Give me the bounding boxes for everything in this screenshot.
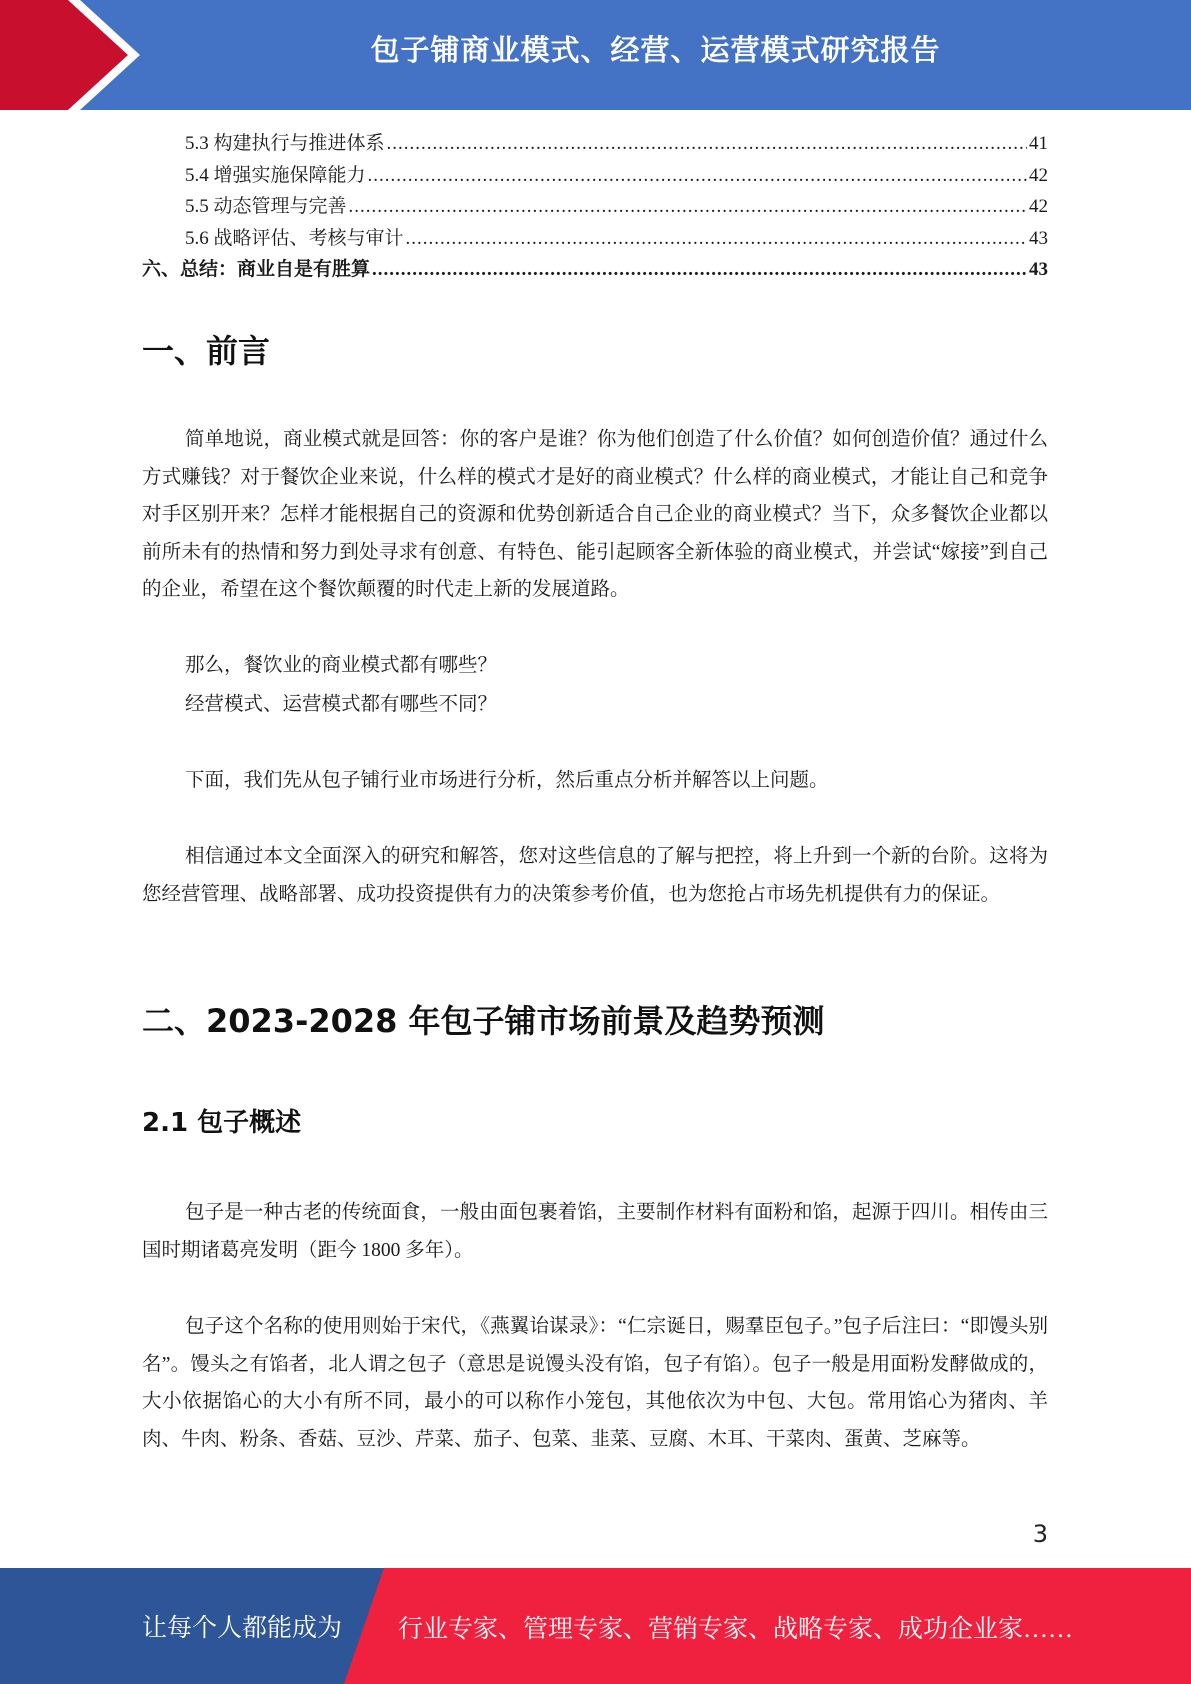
toc-leader-dots [349, 196, 1027, 218]
toc-entry[interactable] [142, 223, 1048, 255]
toc-leader-dots [372, 259, 1027, 281]
toc-leader-dots [387, 133, 1027, 155]
toc-entry-label: 5.6 战略评估、考核与审计 [185, 227, 404, 249]
toc-entry-label: 5.3 构建执行与推进体系 [185, 133, 385, 154]
footer-slogan-left: 让每个人都能成为 [142, 1615, 343, 1642]
section-heading-preface: 一、前言 [142, 332, 271, 370]
toc-leader-dots [368, 165, 1027, 187]
table-of-contents [142, 128, 1048, 286]
toc-entry-page: 43 [1029, 259, 1048, 280]
paragraph: 下面，我们先从包子铺行业市场进行分析，然后重点分析并解答以上问题。 [185, 770, 829, 791]
toc-entry-page: 41 [1029, 133, 1048, 154]
toc-entry-label: 5.4 增强实施保障能力 [185, 164, 366, 186]
footer-slogan-right: 行业专家、管理专家、营销专家、战略专家、成功企业家…… [398, 1616, 1074, 1643]
paragraph: 包子是一种古老的传统面食，一般由面包裹着馅，主要制作材料有面粉和馅，起源于四川。相传由三国时期诸葛亮发明（距今 1800 多年）。 [142, 1202, 1048, 1261]
question-line: 经营模式、运营模式都有哪些不同？ [185, 694, 498, 715]
paragraph: 简单地说，商业模式就是回答：你的客户是谁？你为他们创造了什么价值？如何创造价值？通过什么方式赚钱？对于餐饮企业来说，什么样的模式才是好的商业模式？什么样的商业模式，才能让自己和竞争对手区别开来？怎样才能根据自己的资源和优势创新适合自己企业的商业模式？当下，众多餐饮企业都以前所未有的热情和努力到处寻求有创意、有特色、能引起顾客全新体验的商业模式，并尝试“嫁接”到自己的企业，希望在这个餐饮颠覆的时代走上新的发展道路。 [142, 429, 1048, 600]
toc-leader-dots [406, 228, 1027, 250]
question-line: 那么，餐饮业的商业模式都有哪些？ [185, 655, 498, 676]
toc-entry-page: 42 [1029, 196, 1048, 217]
section-heading-market: 二、2023-2028 年包子铺市场前景及趋势预测 [142, 1002, 825, 1040]
toc-entry[interactable] [142, 128, 1048, 160]
toc-entry-label: 六、总结：商业自是有胜算 [142, 259, 371, 280]
toc-entry-label: 5.5 动态管理与完善 [185, 196, 347, 217]
subsection-heading: 2.1 包子概述 [142, 1108, 302, 1138]
header-title: 包子铺商业模式、经营、运营模式研究报告 [370, 33, 941, 67]
page-header [0, 0, 1191, 110]
paragraph: 相信通过本文全面深入的研究和解答，您对这些信息的了解与把控，将上升到一个新的台阶。这将为您经营管理、战略部署、成功投资提供有力的决策参考价值，也为您抢占市场先机提供有力的保证。 [142, 846, 1048, 905]
toc-entry-page: 42 [1029, 164, 1048, 186]
toc-entry[interactable] [142, 160, 1048, 192]
page-footer [0, 1568, 1191, 1684]
toc-entry-page: 43 [1029, 227, 1048, 249]
paragraph: 包子这个名称的使用则始于宋代，《燕翼诒谋录》：“仁宗诞日，赐羣臣包子。”包子后注曰：“即馒头别名”。馒头之有馅者，北人谓之包子（意思是说馒头没有馅，包子有馅）。包子一般是用面粉发酵做成的，大小依据馅心的大小有所不同，最小的可以称作小笼包，其他依次为中包、大包。常用馅心为猪肉、羊肉、牛肉、粉条、香菇、豆沙、芹菜、茄子、包菜、韭菜、豆腐、木耳、干菜肉、蛋黄、芝麻等。 [142, 1316, 1048, 1450]
toc-entry[interactable] [142, 254, 1048, 286]
toc-entry[interactable] [142, 191, 1048, 223]
page-number: 3 [1032, 1520, 1048, 1548]
